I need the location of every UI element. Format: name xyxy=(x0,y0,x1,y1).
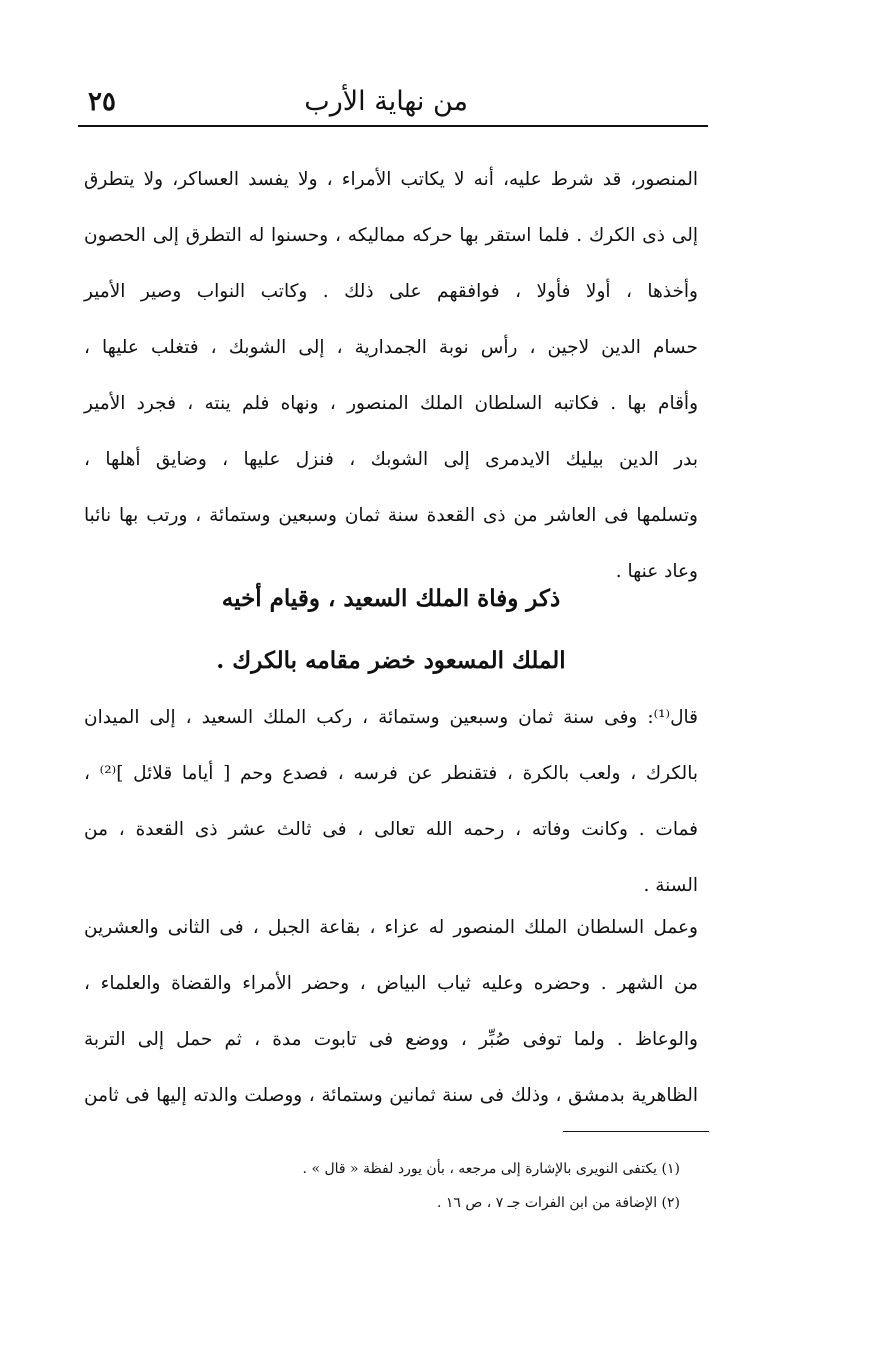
paragraph-1 xyxy=(84,152,698,600)
text-line: فمات . وكانت وفاته ، رحمه الله تعالى ، فى ثالث عشر ذى القعدة ، من xyxy=(84,819,698,840)
heading-line: الملك المسعود خضر مقامه بالكرك . xyxy=(216,647,566,674)
text-line: السنة . xyxy=(643,875,698,896)
running-head: من نهاية الأرب xyxy=(304,86,468,117)
text-line: وعاد عنها . xyxy=(615,561,698,582)
footnote-2: (٢) الإضافة من ابن الفرات جـ ٧ ، ص ١٦ . xyxy=(436,1195,680,1211)
footnote-rule xyxy=(563,1131,709,1132)
text-line: وتسلمها فى العاشر من ذى القعدة سنة ثمان وسبعين وستمائة ، ورتب بها نائبا xyxy=(84,505,698,526)
text-line: حسام الدين لاجين ، رأس نوبة الجمدارية ، إلى الشوبك ، فتغلب عليها ، xyxy=(84,337,698,358)
text-line: وأقام بها . فكاتبه السلطان الملك المنصور ، ونهاه فلم ينته ، فجرد الأمير xyxy=(84,393,698,414)
header-rule xyxy=(78,125,708,127)
page-number: ٢٥ xyxy=(88,87,116,117)
text-line: إلى ذى الكرك . فلما استقر بها حركه مماليكه ، وحسنوا له التطرق إلى الحصون xyxy=(84,225,698,246)
text-line: الظاهرية بدمشق ، وذلك فى سنة ثمانين وستمائة ، ووصلت والدته إليها فى ثامن xyxy=(84,1085,698,1106)
section-heading xyxy=(84,568,698,692)
text-line: المنصور، قد شرط عليه، أنه لا يكاتب الأمراء ، ولا يفسد العساكر، ولا يتطرق xyxy=(84,169,698,190)
text-line: من الشهر . وحضره وعليه ثياب البياض ، وحضر الأمراء والقضاة والعلماء ، xyxy=(84,973,698,994)
text-line: قال⁽¹⁾: وفى سنة ثمان وسبعين وستمائة ، ركب الملك السعيد ، إلى الميدان xyxy=(84,707,698,728)
text-line: والوعاظ . ولما توفى صُبِّر ، ووضع فى تابوت مدة ، ثم حمل إلى التربة xyxy=(84,1029,698,1050)
heading-line: ذكر وفاة الملك السعيد ، وقيام أخيه xyxy=(221,585,561,612)
text-line: وأخذها ، أولا فأولا ، فوافقهم على ذلك . وكاتب النواب وصير الأمير xyxy=(84,281,698,302)
footnotes xyxy=(240,1152,680,1220)
page-header xyxy=(78,78,708,126)
text-line: بالكرك ، ولعب بالكرة ، فتقنطر عن فرسه ، فصدع وحم [ أياما قلائل ]⁽²⁾ ، xyxy=(84,763,698,784)
footnote-1: (١) يكتفى النويرى بالإشارة إلى مرجعه ، بأن يورد لفظة « قال » . xyxy=(302,1161,680,1177)
text-line: بدر الدين بيليك الايدمرى إلى الشوبك ، فنزل عليها ، وضايق أهلها ، xyxy=(84,449,698,470)
paragraph-3 xyxy=(84,900,698,1124)
paragraph-2 xyxy=(84,690,698,914)
text-line: وعمل السلطان الملك المنصور له عزاء ، بقاعة الجبل ، فى الثانى والعشرين xyxy=(84,917,698,938)
